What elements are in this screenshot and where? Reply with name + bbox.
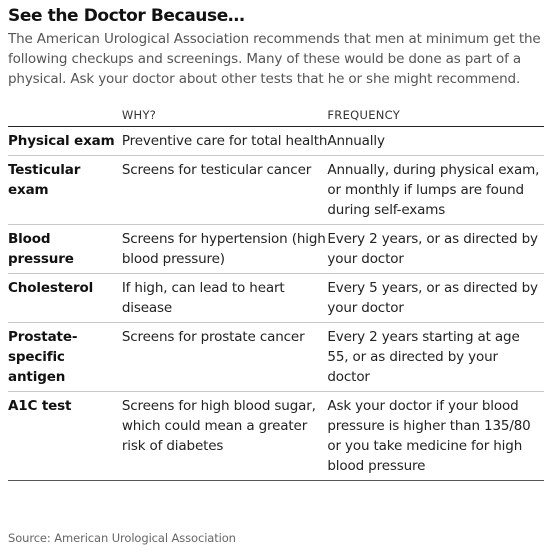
row-test-name: Prostate-specific antigen [8,323,122,392]
table-header-row [8,104,544,127]
row-why: If high, can lead to heart disease [122,274,328,323]
row-frequency: Every 2 years, or as directed by your doctor [327,225,544,274]
page-subtitle: The American Urological Association recommends that men at minimum get the following checkups and screenings. Many of these would be done as part of a physical. Ask your doctor about other tests that he or she might recommend. [8,31,541,87]
source-note: Source: American Urological Association [8,531,236,545]
row-test-name: Blood pressure [8,225,122,274]
table-row [8,127,544,156]
row-frequency: Annually, during physical exam, or monthly if lumps are found during self-exams [327,156,544,225]
screenings-table [8,104,544,481]
header-test [8,104,122,127]
row-why: Screens for testicular cancer [122,156,328,225]
header-why: WHY? [122,104,328,127]
page-title: See the Doctor Because… [8,6,245,26]
table-row [8,156,544,225]
header-frequency: FREQUENCY [327,104,544,127]
row-frequency: Ask your doctor if your blood pressure is higher than 135/80 or you take medicine for high blood pressure [327,392,544,481]
row-why: Screens for prostate cancer [122,323,328,392]
row-frequency: Every 2 years starting at age 55, or as directed by your doctor [327,323,544,392]
row-why: Screens for hypertension (high blood pressure) [122,225,328,274]
row-frequency: Annually [327,127,544,156]
row-test-name: Physical exam [8,127,122,156]
table-row [8,323,544,392]
row-test-name: Testicular exam [8,156,122,225]
table-row [8,274,544,323]
table-row [8,392,544,481]
row-why: Preventive care for total health [122,127,328,156]
row-why: Screens for high blood sugar, which could mean a greater risk of diabetes [122,392,328,481]
row-test-name: A1C test [8,392,122,481]
table-row [8,225,544,274]
row-test-name: Cholesterol [8,274,122,323]
row-frequency: Every 5 years, or as directed by your doctor [327,274,544,323]
